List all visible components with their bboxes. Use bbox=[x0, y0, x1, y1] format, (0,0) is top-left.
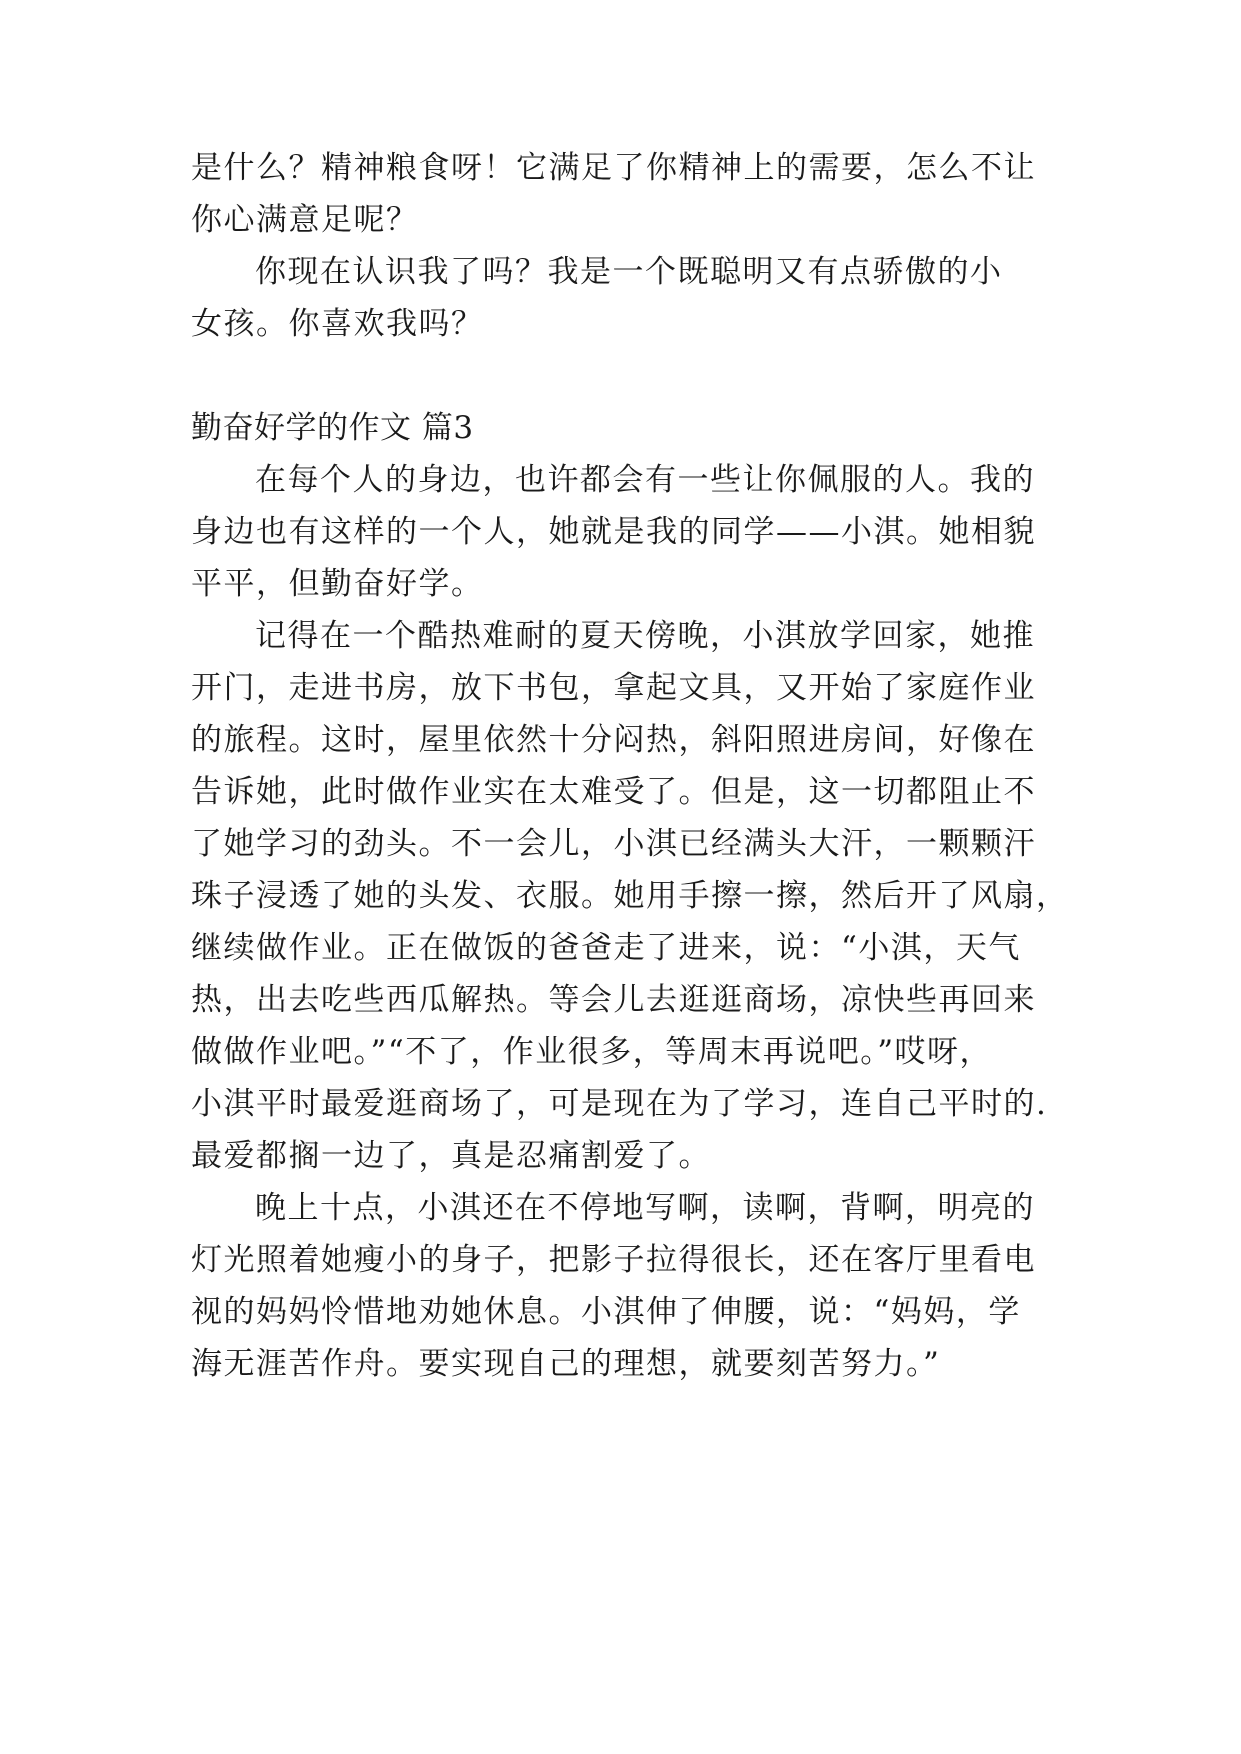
text-line: 继续做作业。正在做饭的爸爸走了进来，说：“小淇，天气 bbox=[191, 930, 1021, 966]
text-line: 告诉她，此时做作业实在太难受了。但是，这一切都阻止不 bbox=[191, 774, 1036, 810]
text-line: 了她学习的劲头。不一会儿，小淇已经满头大汗，一颗颗汗 bbox=[191, 826, 1036, 862]
text-line: 做做作业吧。”“不了，作业很多，等周末再说吧。”哎呀， bbox=[191, 1034, 993, 1070]
text-line: 记得在一个酷热难耐的夏天傍晚，小淇放学回家，她推 bbox=[255, 618, 1035, 654]
text-line: 身边也有这样的一个人，她就是我的同学——小淇。她相貌 bbox=[191, 514, 1036, 550]
text-line: 灯光照着她瘦小的身子，把影子拉得很长，还在客厅里看电 bbox=[191, 1242, 1036, 1278]
text-line: 最爱都搁一边了，真是忍痛割爱了。 bbox=[191, 1138, 711, 1174]
text-line: 视的妈妈怜惜地劝她休息。小淇伸了伸腰，说：“妈妈，学 bbox=[191, 1294, 1021, 1330]
text-line: 海无涯苦作舟。要实现自己的理想，就要刻苦努力。” bbox=[191, 1346, 941, 1382]
text-line: 的旅程。这时，屋里依然十分闷热，斜阳照进房间，好像在 bbox=[191, 722, 1036, 758]
text-line: 热，出去吃些西瓜解热。等会儿去逛逛商场，凉快些再回来 bbox=[191, 982, 1036, 1018]
text-line: 开门，走进书房，放下书包，拿起文具，又开始了家庭作业 bbox=[191, 670, 1036, 706]
text-line: 你心满意足呢？ bbox=[191, 202, 419, 238]
text-line: 小淇平时最爱逛商场了，可是现在为了学习，连自己平时的. bbox=[191, 1086, 1048, 1122]
text-line: 珠子浸透了她的头发、衣服。她用手擦一擦，然后开了风扇， bbox=[191, 878, 1069, 914]
text-line: 你现在认识我了吗？我是一个既聪明又有点骄傲的小 bbox=[255, 254, 1003, 290]
text-line: 在每个人的身边，也许都会有一些让你佩服的人。我的 bbox=[255, 462, 1035, 498]
text-line: 是什么？精神粮食呀！它满足了你精神上的需要，怎么不让 bbox=[191, 150, 1036, 186]
text-line: 晚上十点，小淇还在不停地写啊，读啊，背啊，明亮的 bbox=[255, 1190, 1035, 1226]
section-heading: 勤奋好学的作文 篇3 bbox=[191, 410, 474, 446]
text-line: 平平，但勤奋好学。 bbox=[191, 566, 484, 602]
text-line: 女孩。你喜欢我吗？ bbox=[191, 306, 484, 342]
